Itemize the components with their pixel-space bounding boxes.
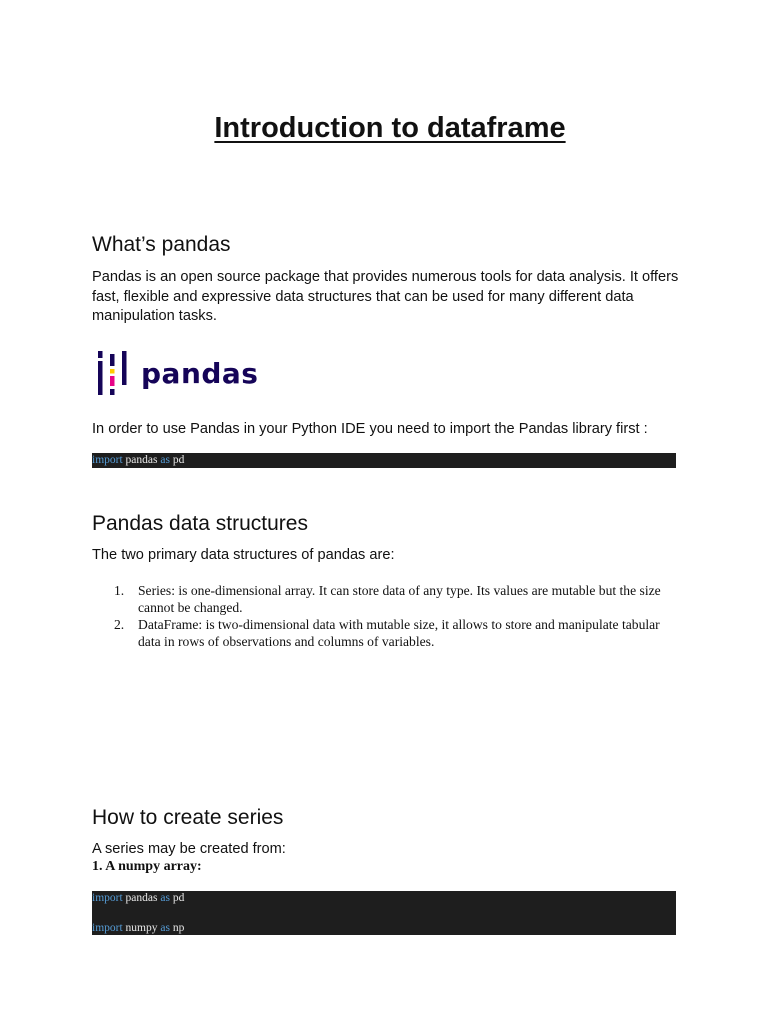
code-keyword: import: [92, 892, 123, 904]
code-keyword: as: [160, 892, 170, 904]
code-text: pd: [169, 454, 185, 466]
data-structures-list: [92, 582, 682, 650]
section-heading-whats-pandas: What’s pandas: [92, 233, 231, 256]
code-keyword: as: [160, 454, 170, 466]
pandas-logo-icon: [97, 351, 129, 395]
code-text: pandas: [122, 454, 161, 466]
code-keyword: import: [92, 454, 123, 466]
code-line: [92, 891, 676, 906]
data-structures-intro: The two primary data structures of pandas are:: [92, 547, 395, 563]
create-series-intro: A series may be created from:: [92, 841, 286, 857]
code-keyword: import: [92, 922, 123, 934]
code-line: [92, 453, 676, 468]
code-block-import-pandas: [92, 453, 676, 468]
pandas-logo: [97, 350, 258, 396]
import-note: In order to use Pandas in your Python IDE you need to import the Pandas library first :: [92, 421, 648, 437]
code-line: [92, 921, 676, 936]
list-number: 2.: [114, 617, 125, 632]
list-text: Series: is one-dimensional array. It can store data of any type. Its values are mutable but the size cannot be changed.: [138, 583, 661, 615]
list-item-series: [92, 582, 682, 616]
pandas-description: Pandas is an open source package that provides numerous tools for data analysis. It offers fast, flexible and expressive data structures that can be used for many different data manipulation tasks.: [92, 269, 679, 324]
code-text: numpy: [122, 922, 161, 934]
list-number: 1.: [114, 583, 125, 598]
code-keyword: as: [160, 922, 170, 934]
list-text: DataFrame: is two-dimensional data with mutable size, it allows to store and manipulate tabular data in rows of observations and columns of variables.: [138, 617, 660, 649]
numpy-array-subheading: 1. A numpy array:: [92, 859, 202, 874]
document-title: Introduction to dataframe: [214, 112, 566, 144]
list-item-dataframe: [92, 616, 682, 650]
code-text: np: [169, 922, 185, 934]
pandas-logo-text: pandas: [141, 356, 259, 390]
code-text: pandas: [122, 892, 161, 904]
section-heading-create-series: How to create series: [92, 806, 284, 829]
section-heading-data-structures: Pandas data structures: [92, 512, 308, 535]
code-text: pd: [169, 892, 185, 904]
code-block-numpy: [92, 891, 676, 935]
